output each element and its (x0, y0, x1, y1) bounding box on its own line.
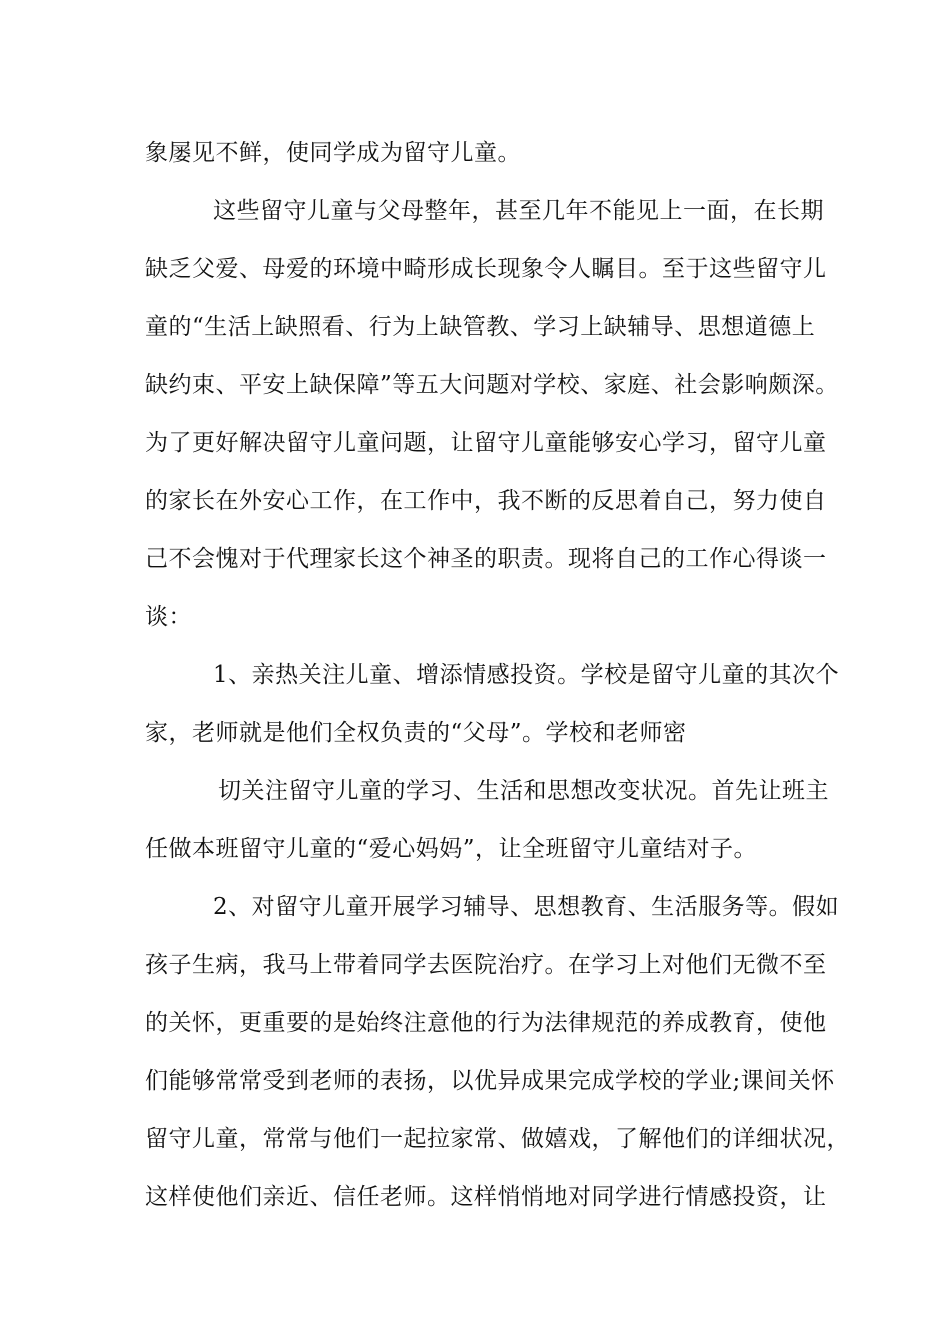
text-line: 留守儿童，常常与他们一起拉家常、做嬉戏，了解他们的详细状况， (145, 1126, 850, 1152)
text-line: 己不会愧对于代理家长这个神圣的职责。现将自己的工作心得谈一 (145, 546, 827, 572)
list-item-2-line: 2、对留守儿童开展学习辅导、思想教育、生活服务等。假如 (213, 894, 840, 920)
text-line: 任做本班留守儿童的“爱心妈妈”，让全班留守儿童结对子。 (145, 836, 758, 862)
text-line: 童的“生活上缺照看、行为上缺管教、学习上缺辅导、思想道德上 (145, 314, 816, 340)
text-line: 缺乏父爱、母爱的环境中畸形成长现象令人瞩目。至于这些留守儿 (145, 256, 827, 282)
text-line: 的家长在外安心工作，在工作中，我不断的反思着自己，努力使自 (145, 488, 827, 514)
text-line: 象屡见不鲜，使同学成为留守儿童。 (145, 140, 521, 166)
text-line: 孩子生病，我马上带着同学去医院治疗。在学习上对他们无微不至 (145, 952, 827, 978)
list-item-1-line: 1、亲热关注儿童、增添情感投资。学校是留守儿童的其次个 (213, 662, 840, 688)
text-line: 这样使他们亲近、信任老师。这样悄悄地对同学进行情感投资，让 (145, 1184, 827, 1210)
paragraph-start-line: 切关注留守儿童的学习、生活和思想改变状况。首先让班主 (218, 778, 829, 804)
text-line: 的关怀，更重要的是始终注意他的行为法律规范的养成教育，使他 (145, 1010, 827, 1036)
text-line: 为了更好解决留守儿童问题，让留守儿童能够安心学习，留守儿童 (145, 430, 827, 456)
text-line: 谈： (145, 604, 192, 630)
text-line: 家，老师就是他们全权负责的“父母”。学校和老师密 (145, 720, 687, 746)
text-line: 缺约束、平安上缺保障”等五大问题对学校、家庭、社会影响颇深。 (145, 372, 839, 398)
paragraph-start-line: 这些留守儿童与父母整年，甚至几年不能见上一面，在长期 (213, 198, 824, 224)
text-line: 们能够常常受到老师的表扬，以优异成果完成学校的学业;课间关怀 (145, 1068, 835, 1094)
